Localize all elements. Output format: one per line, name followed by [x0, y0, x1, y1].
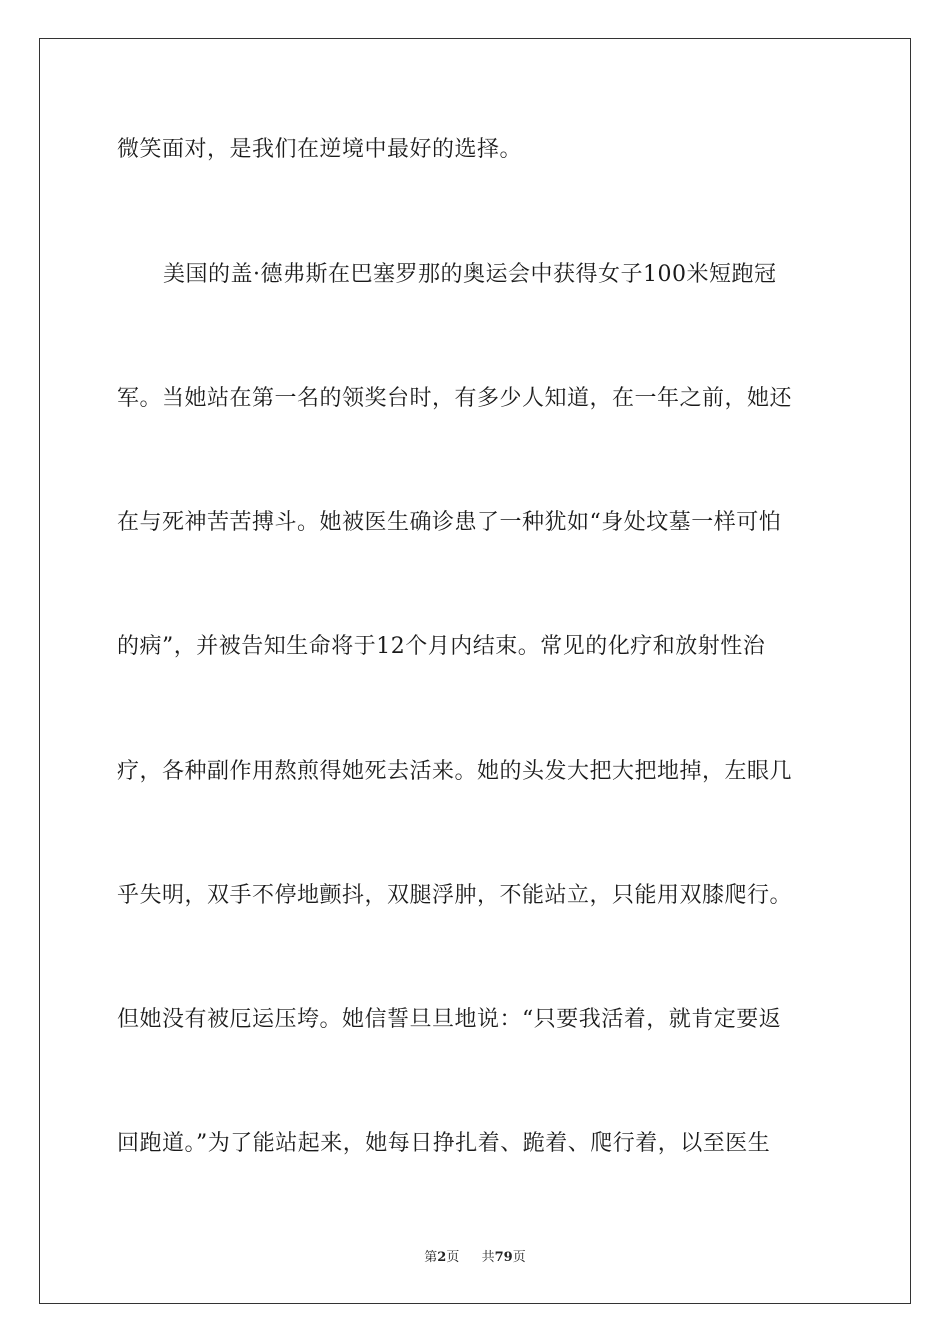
page-prefix: 第 — [424, 1250, 438, 1265]
text-line-5: 的病”，并被告知生命将于12个月内结束。常见的化疗和放射性治 — [117, 634, 766, 659]
page-number: 2 — [437, 1250, 447, 1265]
total-prefix: 共 — [481, 1250, 495, 1265]
text-line-8: 但她没有被厄运压垮。她信誓旦旦地说：“只要我活着，就肯定要返 — [117, 1007, 782, 1032]
text-line-6: 疗，各种副作用熬煎得她死去活来。她的头发大把大把地掉，左眼几 — [117, 759, 793, 784]
page-border — [39, 38, 911, 1304]
total-pages: 79 — [494, 1250, 513, 1265]
text-line-9: 回跑道。”为了能站起来，她每日挣扎着、跪着、爬行着，以至医生 — [117, 1131, 771, 1156]
text-line-2: 美国的盖·德弗斯在巴塞罗那的奥运会中获得女子100米短跑冠 — [163, 262, 777, 287]
text-line-3: 军。当她站在第一名的领奖台时，有多少人知道，在一年之前，她还 — [117, 386, 793, 411]
page-suffix: 页 — [446, 1250, 460, 1265]
page-footer — [0, 1250, 950, 1266]
text-line-4: 在与死神苦苦搏斗。她被医生确诊患了一种犹如“身处坟墓一样可怕 — [117, 510, 782, 535]
text-line-7: 乎失明，双手不停地颤抖，双腿浮肿，不能站立，只能用双膝爬行。 — [117, 883, 793, 908]
text-line-1: 微笑面对，是我们在逆境中最好的选择。 — [117, 137, 523, 162]
page-indicator — [424, 1250, 463, 1265]
total-suffix: 页 — [512, 1250, 526, 1265]
total-pages-indicator — [482, 1250, 526, 1265]
